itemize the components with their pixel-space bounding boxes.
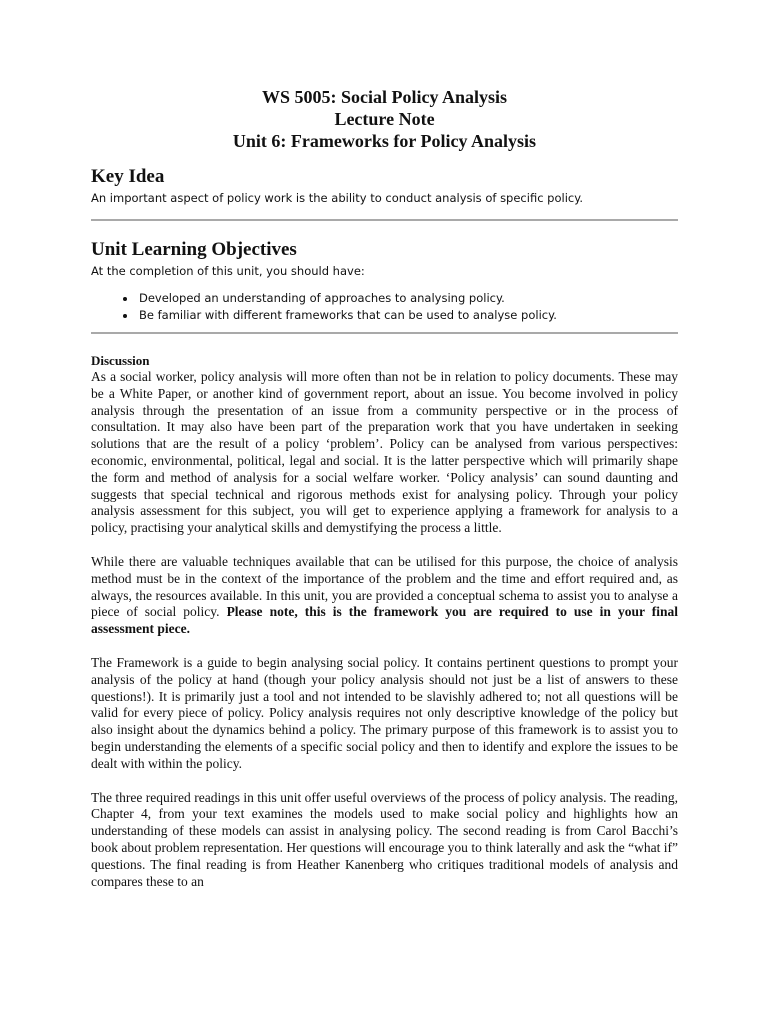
section-divider	[91, 332, 678, 334]
objectives-heading: Unit Learning Objectives	[91, 239, 297, 260]
discussion-paragraph-4: The three required readings in this unit offer useful overviews of the process of policy analysis. The reading, Chapter 4, from your text examines the models used to make social policy and highlights how an understanding of these models can assist in analysing policy. The second reading is from Carol Bacchi’s book about problem representation. Her questions will encourage you to think laterally and ask the “what if” questions. The final reading is from Heather Kanenberg who critiques traditional models of analysis and compares these to an	[91, 789, 678, 889]
document-title-block	[91, 86, 678, 152]
objective-item: • Be familiar with different frameworks that can be used to analyse policy.	[137, 307, 678, 324]
key-idea-text: An important aspect of policy work is the ability to conduct analysis of specific policy.	[91, 191, 584, 205]
objectives-intro: At the completion of this unit, you should have:	[91, 264, 365, 278]
unit-title: Unit 6: Frameworks for Policy Analysis	[232, 131, 537, 151]
key-idea-heading: Key Idea	[91, 166, 165, 187]
assessment-note: Please note, this is the framework you are required to use in your final assessment piece.	[91, 604, 678, 637]
objectives-list	[91, 290, 678, 324]
discussion-heading: Discussion	[91, 353, 150, 368]
section-divider	[91, 219, 678, 221]
discussion-paragraph-2	[91, 554, 678, 638]
document-type: Lecture Note	[334, 109, 435, 129]
paragraph-text: While there are valuable techniques available that can be utilised for this purpose, the choice of analysis method must be in the context of the importance of the problem and the time and effort required and, as always, the resources available. In this unit, you are provided a conceptual schema to assist you to analyse a piece of social policy.	[91, 553, 678, 620]
discussion-paragraph-1: As a social worker, policy analysis will more often than not be in relation to policy documents. These may be a White Paper, or another kind of government report, about an issue. You become involved in policy analysis through the presentation of an issue from a community perspective or in the process of consultation. It may also have been part of the preparation work that you have undertaken in seeking solutions that are the result of a policy ‘problem’. Policy can be analysed from various perspectives: economic, environmental, political, legal and social. It is the latter perspective which will primarily shape the form and method of analysis for a social welfare worker. ‘Policy analysis’ can sound daunting and suggests that special technical and rigorous methods exist for analysing policy. Through your policy analysis assessment for this subject, you will get to experience applying a framework for analysis to a policy, practising your analytical skills and demystifying the process a little.	[91, 369, 678, 536]
discussion-paragraph-3: The Framework is a guide to begin analysing social policy. It contains pertinent questions to prompt your analysis of the policy at hand (though your policy analysis should not just be a list of answers to these questions!). It is primarily just a tool and not intended to be slavishly adhered to; not all questions will be valid for every piece of policy. Policy analysis requires not only descriptive knowledge of the policy but also insight about the dynamics behind a policy. The primary purpose of this framework is to assist you to begin understanding the elements of a specific social policy and then to identify and explore the issues to be dealt with within the policy.	[91, 654, 678, 771]
objective-item: • Developed an understanding of approaches to analysing policy.	[137, 290, 678, 307]
course-title: WS 5005: Social Policy Analysis	[261, 87, 508, 107]
